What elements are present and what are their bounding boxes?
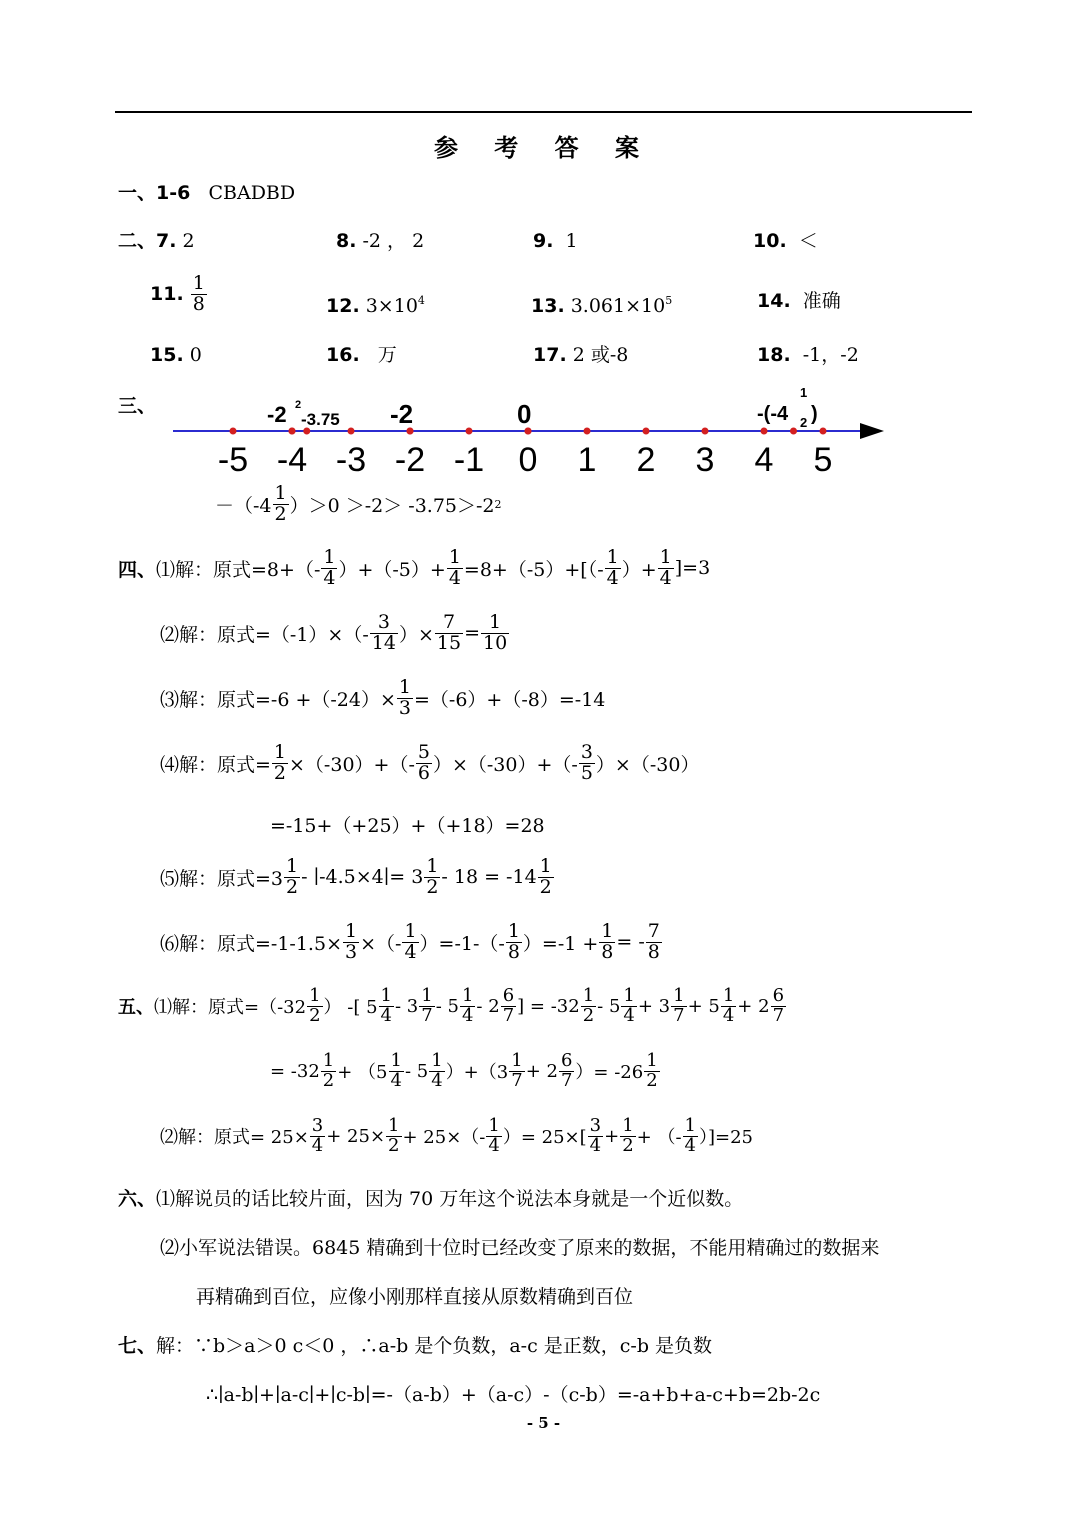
s4-p4-b: ）×（-30）+（- xyxy=(432,753,578,776)
frac-den: 7 xyxy=(673,1004,685,1026)
s6-line-1: ⑴解说员的话比较片面，因为 70 万年这个说法本身就是一个近似数。 xyxy=(156,1188,744,1210)
frac xyxy=(721,987,736,1026)
frac-num: 1 xyxy=(286,855,299,877)
s4-p3-a: =（-6）+（-8）=-14 xyxy=(414,688,606,711)
q10-answer: ＜ xyxy=(798,230,818,252)
s5-p1b-head: = -32 xyxy=(270,1060,320,1082)
frac xyxy=(588,1117,603,1156)
frac-num: 1 xyxy=(481,613,509,634)
s4-p5 xyxy=(160,857,555,898)
frac-den: 7 xyxy=(772,1004,785,1026)
frac-num: 7 xyxy=(647,920,660,942)
frac-den: 8 xyxy=(601,940,614,963)
tick-dot xyxy=(230,428,237,435)
s4-p6-a: ×（- xyxy=(360,932,402,955)
s4-p4 xyxy=(160,743,699,784)
q11-fraction xyxy=(191,274,207,315)
frac xyxy=(429,1052,444,1091)
q16 xyxy=(326,344,397,366)
tick-label: 1 xyxy=(577,441,597,479)
s5-p1-head: ⑴解：原式=（-32 xyxy=(154,997,307,1019)
plotted-point xyxy=(289,428,296,435)
frac xyxy=(671,987,686,1026)
s4-p6-c: ）=-1 + xyxy=(522,932,599,955)
frac-den: 4 xyxy=(684,1134,696,1156)
s5-p1b xyxy=(270,1052,661,1091)
q16-answer: 万 xyxy=(377,344,397,366)
frac-num: 1 xyxy=(622,1115,634,1136)
section-5-label: 五、 xyxy=(118,997,154,1019)
frac xyxy=(621,987,636,1026)
q18 xyxy=(757,344,859,366)
section-6-label: 六、 xyxy=(118,1188,157,1210)
frac-den: 4 xyxy=(722,1004,735,1026)
frac xyxy=(419,987,434,1026)
s5-p2-e: + xyxy=(604,1125,620,1147)
frac-den: 4 xyxy=(311,1134,324,1156)
s4-p6 xyxy=(160,922,663,963)
q8 xyxy=(336,230,424,252)
frac-den: 2 xyxy=(322,1069,335,1091)
q12-base: 3×10 xyxy=(365,295,418,317)
frac-num: 3 xyxy=(589,1115,602,1136)
frac-num: 1 xyxy=(722,985,735,1006)
frac-den: 7 xyxy=(502,1004,515,1026)
tick-label: 5 xyxy=(813,441,833,479)
s6-line-3: 再精确到百位，应像小刚那样直接从原数精确到百位 xyxy=(196,1286,634,1308)
tick-dot xyxy=(584,428,591,435)
s4-p5-head: ⑸解：原式=3 xyxy=(160,867,284,890)
s4-p6-head: ⑹解：原式=-1-1.5× xyxy=(160,932,342,955)
tick-label: 4 xyxy=(754,441,774,479)
order-exp: 2 xyxy=(494,497,502,511)
label-neg-2-squared-exp: 2 xyxy=(295,399,302,411)
s4-p1 xyxy=(118,548,710,589)
frac xyxy=(321,1052,336,1091)
label-mixed-num: 1 xyxy=(800,385,808,400)
s4-p6-b: ）=-1-（- xyxy=(419,932,505,955)
frac-num: 5 xyxy=(417,741,430,763)
q13-base: 3.061×10 xyxy=(570,295,666,317)
frac xyxy=(644,1052,659,1091)
frac-num: 1 xyxy=(309,985,321,1006)
frac-den: 2 xyxy=(646,1069,658,1091)
section-3-label: 三、 xyxy=(118,395,157,417)
frac-num: 1 xyxy=(539,855,552,877)
frac-num: 6 xyxy=(560,1050,573,1071)
frac-den: 5 xyxy=(580,761,593,784)
frac-num: 1 xyxy=(623,985,635,1006)
q17-answer: 2 或-8 xyxy=(572,344,629,366)
tick-dot xyxy=(761,428,768,435)
s4-p4-result: =-15+（+25）+（+18）=28 xyxy=(270,815,545,837)
frac-num: 3 xyxy=(311,1115,324,1136)
tick-label: -2 xyxy=(394,441,426,479)
frac-num: 1 xyxy=(274,482,287,504)
s4-p1-b: =8+（-5）+[（- xyxy=(463,558,604,581)
ordering-line xyxy=(215,484,502,525)
tick-dot xyxy=(820,428,827,435)
plotted-point xyxy=(790,428,797,435)
frac-num: 1 xyxy=(404,920,417,942)
frac xyxy=(272,743,288,784)
tick-dot xyxy=(466,428,473,435)
s6-line-2: ⑵小军说法错误。6845 精确到十位时已经改变了原来的数据，不能用精确过的数据来 xyxy=(160,1237,880,1259)
order-post: ）＞0 ＞-2＞ -3.75＞-2 xyxy=(289,494,495,517)
s7-line-1: 解：∵b＞a＞0 c＜0 ，∴a-b 是个负数，a-c 是正数，c-b 是负数 xyxy=(156,1335,713,1357)
frac xyxy=(397,678,413,719)
s4-p4-c: ）×（-30） xyxy=(595,753,700,776)
frac-den: 4 xyxy=(659,566,672,589)
tick-dot xyxy=(643,428,650,435)
s5-p1b-e: + 2 xyxy=(525,1060,558,1082)
frac-den: 4 xyxy=(589,1134,602,1156)
label-mixed-neg: -(-4 xyxy=(757,403,789,425)
frac-den: 4 xyxy=(448,566,461,589)
frac xyxy=(506,922,522,963)
frac xyxy=(424,857,440,898)
section-1-label: 一、 xyxy=(118,182,157,204)
q18-num: 18. xyxy=(757,344,791,366)
frac-den: 15 xyxy=(436,631,462,654)
s4-p3 xyxy=(160,678,605,719)
tick-dot xyxy=(702,428,709,435)
frac-den: 2 xyxy=(309,1004,321,1026)
tick-dot xyxy=(348,428,355,435)
frac-den: 2 xyxy=(622,1134,634,1156)
frac-den: 4 xyxy=(431,1069,443,1091)
frac-num: 1 xyxy=(582,985,595,1006)
q18-answer: -1，-2 xyxy=(802,344,859,366)
frac xyxy=(683,1117,698,1156)
tick-label: -1 xyxy=(453,441,485,479)
frac-num: 1 xyxy=(192,272,205,294)
s4-p2-head: ⑵解：原式=（-1）×（- xyxy=(160,623,369,646)
frac-num: 1 xyxy=(659,546,672,568)
frac-num: 1 xyxy=(461,985,474,1006)
q15-num: 15. xyxy=(150,344,184,366)
s5-p1 xyxy=(118,987,787,1026)
frac xyxy=(307,987,322,1026)
section-1-range: 1-6 xyxy=(156,182,191,204)
frac-num: 1 xyxy=(390,1050,402,1071)
q7-num: 7. xyxy=(156,230,177,252)
frac xyxy=(321,548,337,589)
s5-p2 xyxy=(160,1117,753,1156)
frac-num: 1 xyxy=(322,1050,335,1071)
s5-p2-f: + （- xyxy=(636,1127,682,1149)
frac xyxy=(460,987,475,1026)
order-frac xyxy=(273,484,289,525)
s5-p1b-c: ）+（3 xyxy=(445,1062,509,1084)
q17-num: 17. xyxy=(533,344,567,366)
frac xyxy=(379,987,394,1026)
frac-den: 8 xyxy=(507,940,520,963)
frac-den: 10 xyxy=(483,631,508,654)
frac-num: 1 xyxy=(673,985,685,1006)
frac xyxy=(416,743,432,784)
frac xyxy=(581,987,596,1026)
frac-num: 1 xyxy=(684,1115,696,1136)
frac xyxy=(481,613,509,654)
page-title: 参 考 答 案 xyxy=(433,133,654,162)
s7-line-2: ∴∣a-b∣+∣a-c∣+∣c-b∣=-（a-b）+（a-c）-（c-b）=-a+b+a-c+b=2b-2c xyxy=(206,1384,821,1406)
q10 xyxy=(753,230,818,252)
s4-p4-head: ⑷解：原式= xyxy=(160,753,271,776)
section-4-label: 四、 xyxy=(118,558,157,581)
s5-p1-a: ） -[ 5 xyxy=(323,997,378,1019)
frac-num: 1 xyxy=(398,676,411,698)
frac xyxy=(389,1052,404,1091)
frac-num: 6 xyxy=(772,985,785,1006)
frac-den: 4 xyxy=(488,1134,500,1156)
frac-den: 7 xyxy=(421,1004,433,1026)
section-2-label-row xyxy=(118,230,195,252)
frac xyxy=(559,1052,574,1091)
frac-den: 2 xyxy=(539,875,552,898)
frac xyxy=(284,857,300,898)
s5-p1b-f: ）= -26 xyxy=(575,1062,644,1084)
label-neg-2-squared: -2 xyxy=(267,402,287,427)
header-rule xyxy=(115,111,972,113)
frac-num: 1 xyxy=(380,985,392,1006)
s4-p1-a: ）+（-5）+ xyxy=(338,558,446,581)
frac-den: 14 xyxy=(371,631,396,654)
section-1 xyxy=(118,182,295,204)
tick-label: -3 xyxy=(335,441,367,479)
q9-num: 9. xyxy=(533,230,554,252)
q17 xyxy=(533,344,628,366)
frac-den: 4 xyxy=(623,1004,635,1026)
frac xyxy=(646,922,662,963)
s5-p1-b: - 3 xyxy=(394,995,419,1017)
frac-num: 1 xyxy=(273,741,287,763)
frac-den: 2 xyxy=(274,502,287,525)
frac-den: 8 xyxy=(647,940,660,963)
s4-p1-e: ]=3 xyxy=(674,557,711,580)
frac-den: 4 xyxy=(390,1069,402,1091)
label-zero: 0 xyxy=(517,399,532,429)
q11 xyxy=(150,274,208,315)
q13 xyxy=(531,290,672,317)
frac-den: 4 xyxy=(404,940,417,963)
s4-p3-head: ⑶解：原式=-6 +（-24）× xyxy=(160,688,396,711)
section-1-answers: CBADBD xyxy=(208,182,296,204)
frac-den: 3 xyxy=(345,940,358,963)
q9 xyxy=(533,230,578,252)
s5-p1-h: + 3 xyxy=(637,995,671,1017)
s5-p2-c: ）= 25×[ xyxy=(502,1127,587,1149)
label-mixed-den: 2 xyxy=(800,415,808,430)
tick-label: 3 xyxy=(695,441,715,479)
frac-den: 2 xyxy=(388,1134,400,1156)
s4-p5-a: - ∣-4.5×4∣= 3 xyxy=(301,866,424,889)
q14-answer: 准确 xyxy=(802,290,841,312)
s5-p1b-a: + （5 xyxy=(337,1062,388,1084)
q13-num: 13. xyxy=(531,295,565,317)
frac-den: 2 xyxy=(582,1004,595,1026)
frac-num: 1 xyxy=(646,1050,658,1071)
frac-den: 4 xyxy=(380,1004,392,1026)
s5-p1b-b: - 5 xyxy=(404,1060,429,1082)
s4-p5-b: - 18 = -14 xyxy=(441,866,537,889)
s5-p2-head: ⑵解：原式= 25× xyxy=(160,1127,309,1149)
frac-den: 4 xyxy=(606,566,619,589)
s5-p2-g: ）]=25 xyxy=(698,1127,753,1149)
q9-answer: 1 xyxy=(565,230,578,252)
frac-den: 2 xyxy=(273,761,287,784)
frac-den: 2 xyxy=(286,875,299,898)
page-number: - 5 - xyxy=(526,1414,561,1432)
number-line-ticks xyxy=(218,441,833,479)
s5-p2-b: + 25×（- xyxy=(402,1127,486,1149)
frac-den: 7 xyxy=(511,1069,523,1091)
q12-num: 12. xyxy=(326,295,360,317)
q13-exp: 5 xyxy=(665,294,673,307)
frac xyxy=(343,922,359,963)
q15 xyxy=(150,344,202,366)
label-neg-3-75: -3.75 xyxy=(301,410,340,429)
frac-den: 6 xyxy=(417,761,430,784)
frac-num: 3 xyxy=(580,741,593,763)
frac xyxy=(486,1117,501,1156)
frac-num: 1 xyxy=(511,1050,523,1071)
s4-p4-a: ×（-30）+（- xyxy=(289,753,415,776)
frac-num: 1 xyxy=(601,920,614,942)
tick-label: -4 xyxy=(276,441,308,479)
frac xyxy=(447,548,463,589)
frac xyxy=(386,1117,401,1156)
frac xyxy=(402,922,418,963)
q14 xyxy=(757,290,841,312)
q14-num: 14. xyxy=(757,290,791,312)
frac xyxy=(538,857,554,898)
frac-num: 1 xyxy=(323,546,336,568)
label-mixed-close: ) xyxy=(811,403,818,425)
s5-p1-e: - 2 xyxy=(476,995,500,1017)
frac xyxy=(370,613,398,654)
s4-p1-head: ⑴解：原式=8+（- xyxy=(156,558,321,581)
frac-den: 2 xyxy=(426,875,439,898)
frac-num: 6 xyxy=(502,985,515,1006)
s5-p1-f: ] = -32 xyxy=(517,995,580,1017)
frac-den: 4 xyxy=(461,1004,474,1026)
s4-p2-a: ）× xyxy=(398,623,434,646)
frac xyxy=(620,1117,635,1156)
frac-den: 7 xyxy=(560,1069,573,1091)
frac-den: 8 xyxy=(192,292,205,315)
s5-p1-i: + 5 xyxy=(687,995,720,1017)
number-line xyxy=(160,380,900,480)
q15-answer: 0 xyxy=(189,344,202,366)
axis-arrow-icon xyxy=(860,423,884,439)
section-2-label: 二、 xyxy=(118,230,157,252)
s4-p1-c: ）+ xyxy=(621,558,657,581)
frac xyxy=(599,922,615,963)
s7-l1 xyxy=(118,1335,712,1357)
s5-p1-g: - 5 xyxy=(597,995,621,1017)
frac xyxy=(509,1052,524,1091)
frac-num: 1 xyxy=(421,985,433,1006)
s5-p2-a: + 25× xyxy=(326,1125,386,1147)
tick-label: 0 xyxy=(518,441,538,479)
s6-l1 xyxy=(118,1188,743,1210)
frac xyxy=(658,548,674,589)
q10-num: 10. xyxy=(753,230,787,252)
q11-num: 11. xyxy=(150,283,184,306)
label-neg-2: -2 xyxy=(390,399,414,429)
q8-answer: -2 ， 2 xyxy=(362,230,425,252)
frac xyxy=(435,613,463,654)
s5-p1-c: - 5 xyxy=(435,995,459,1017)
q8-num: 8. xyxy=(336,230,357,252)
frac-num: 3 xyxy=(370,613,398,634)
frac-num: 1 xyxy=(426,855,439,877)
q12-exp: 4 xyxy=(417,294,425,307)
section-7-label: 七、 xyxy=(118,1335,157,1357)
frac xyxy=(771,987,786,1026)
frac-num: 1 xyxy=(345,920,358,942)
frac-num: 1 xyxy=(488,1115,500,1136)
frac xyxy=(605,548,621,589)
s4-p6-d: = - xyxy=(616,931,645,954)
tick-label: 2 xyxy=(636,441,656,479)
frac-num: 7 xyxy=(435,613,463,634)
s5-p1-j: + 2 xyxy=(737,995,770,1017)
frac-den: 3 xyxy=(398,696,411,719)
s4-p2-b: = xyxy=(464,622,480,645)
order-pre: －（-4 xyxy=(215,494,272,517)
frac xyxy=(501,987,516,1026)
frac-num: 1 xyxy=(388,1115,400,1136)
frac-num: 1 xyxy=(431,1050,443,1071)
frac-num: 1 xyxy=(606,546,619,568)
frac xyxy=(310,1117,325,1156)
frac-den: 4 xyxy=(323,566,336,589)
tick-label: -5 xyxy=(217,441,249,479)
frac xyxy=(579,743,595,784)
frac-num: 1 xyxy=(507,920,520,942)
q7-answer: 2 xyxy=(182,230,195,252)
q12 xyxy=(326,290,425,317)
q16-num: 16. xyxy=(326,344,360,366)
frac-num: 1 xyxy=(448,546,461,568)
s4-p2 xyxy=(160,613,510,654)
